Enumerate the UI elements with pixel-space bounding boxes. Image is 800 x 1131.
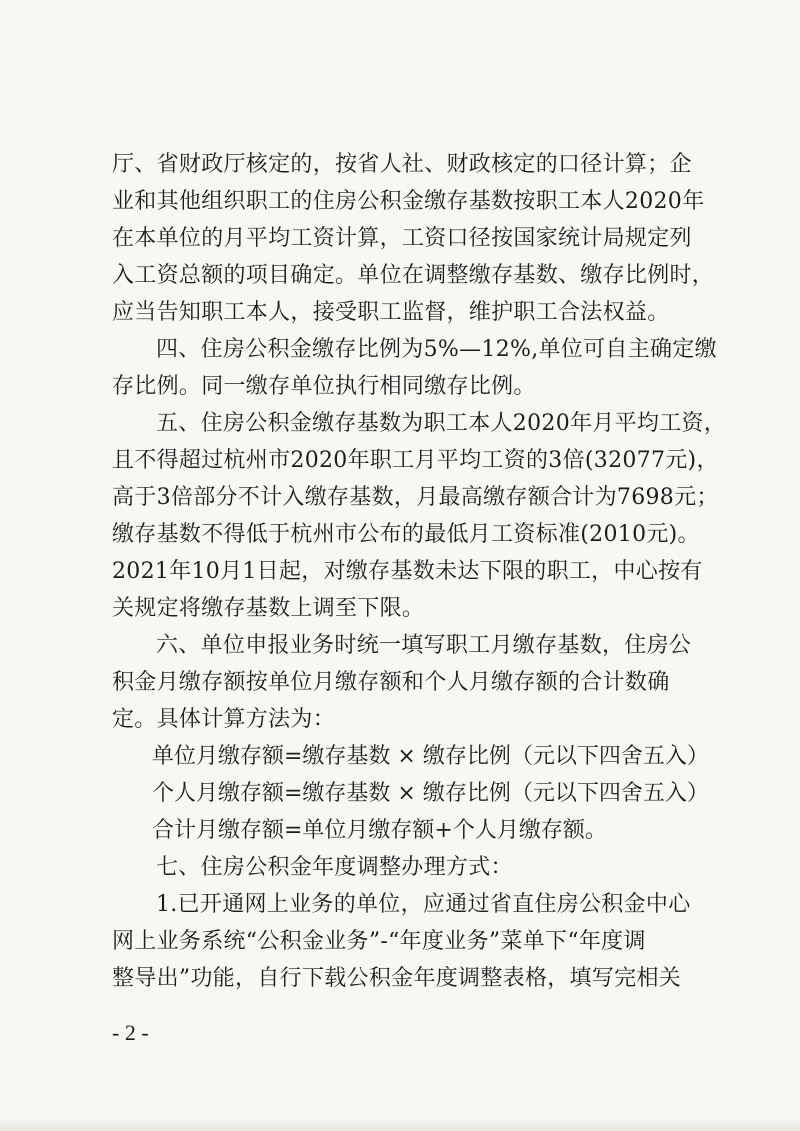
text-line: 入工资总额的项目确定。单位在调整缴存基数、缴存比例时， bbox=[112, 263, 715, 288]
formula-personal-contribution: 个人月缴存额=缴存基数 × 缴存比例（元以下四舍五入） bbox=[152, 781, 709, 806]
text-line: 在本单位的月平均工资计算，工资口径按国家统计局规定列 bbox=[112, 226, 692, 251]
text-line: 四、住房公积金缴存比例为5%—12%,单位可自主确定缴 bbox=[156, 337, 717, 362]
paragraph-6-calculation bbox=[112, 627, 692, 738]
text-line: 2021年10月1日起，对缴存基数未达下限的职工，中心按有 bbox=[112, 559, 703, 584]
text-line: 应当告知职工本人，接受职工监督，维护职工合法权益。 bbox=[112, 300, 670, 325]
formula-unit-contribution: 单位月缴存额=缴存基数 × 缴存比例（元以下四舍五入） bbox=[152, 744, 709, 769]
paragraph-4-contribution-rate bbox=[112, 331, 717, 405]
text-line: 整导出”功能，自行下载公积金年度调整表格，填写完相关 bbox=[112, 966, 682, 991]
text-line: 缴存基数不得低于杭州市公布的最低月工资标准(2010元)。 bbox=[112, 522, 700, 547]
text-line: 积金月缴存额按单位月缴存额和个人月缴存额的合计数确 bbox=[112, 670, 670, 695]
text-line: 存比例。同一缴存单位执行相同缴存比例。 bbox=[112, 374, 536, 399]
text-line: 定。具体计算方法为： bbox=[112, 707, 336, 732]
text-line: 业和其他组织职工的住房公积金缴存基数按职工本人2020年 bbox=[112, 189, 705, 214]
text-line: 网上业务系统“公积金业务”-“年度业务”菜单下“年度调 bbox=[112, 929, 646, 954]
text-line: 1.已开通网上业务的单位，应通过省直住房公积金中心 bbox=[156, 892, 691, 917]
text-line: 六、单位申报业务时统一填写职工月缴存基数，住房公 bbox=[156, 633, 692, 658]
text-line: 关规定将缴存基数上调至下限。 bbox=[112, 596, 425, 621]
text-line: 厅、省财政厅核定的，按省人社、财政核定的口径计算；企 bbox=[112, 152, 692, 177]
page-number: - 2 - bbox=[112, 1020, 149, 1045]
text-line: 五、住房公积金缴存基数为职工本人2020年月平均工资， bbox=[156, 411, 727, 436]
paragraph-5-contribution-base bbox=[112, 405, 727, 627]
paragraph-7-annual-adjustment bbox=[112, 849, 691, 997]
scan-edge bbox=[0, 1117, 800, 1131]
text-line: 高于3倍部分不计入缴存基数，月最高缴存额合计为7698元； bbox=[112, 485, 719, 510]
paragraph-3-continued bbox=[112, 146, 715, 331]
text-line: 且不得超过杭州市2020年职工月平均工资的3倍(32077元)， bbox=[112, 448, 719, 473]
formula-total-contribution: 合计月缴存额=单位月缴存额+个人月缴存额。 bbox=[152, 818, 607, 843]
section-heading: 七、住房公积金年度调整办理方式： bbox=[156, 855, 513, 880]
